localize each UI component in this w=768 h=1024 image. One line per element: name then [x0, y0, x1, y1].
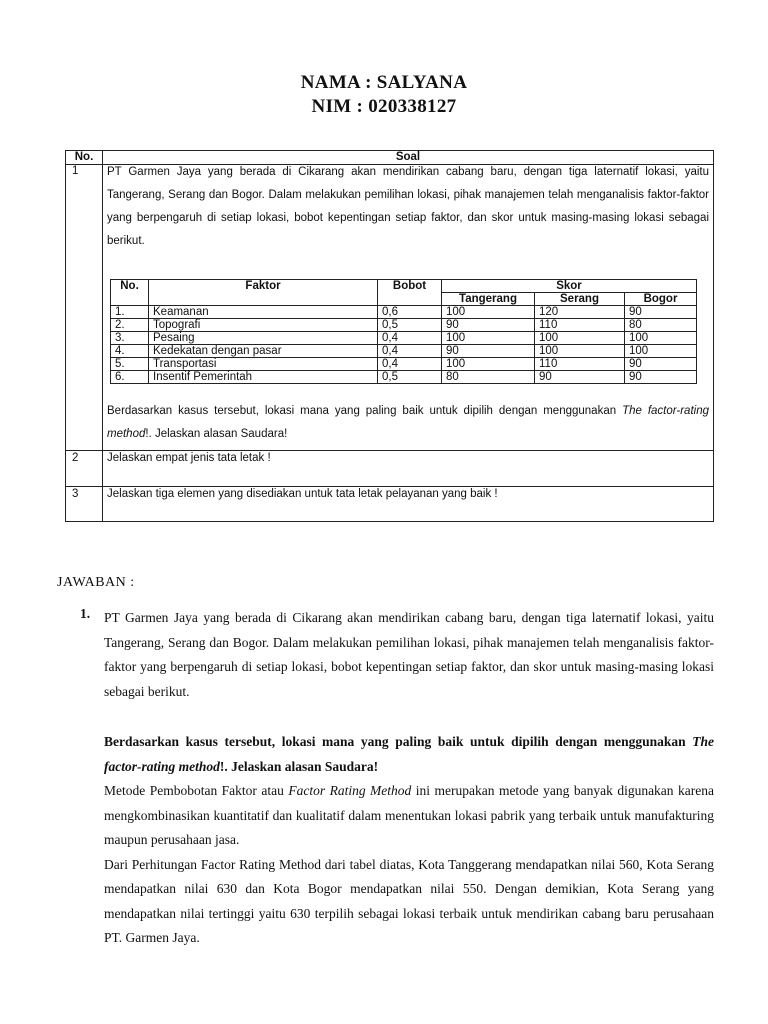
row-no: 2. [111, 319, 149, 332]
student-nim: NIM : 020338127 [311, 96, 457, 117]
question-1-intro: PT Garmen Jaya yang berada di Cikarang akan mendirikan cabang baru, dengan tiga laternatif lokasi, yaitu Tangerang, Serang dan Bogor. Dalam melakukan pemilihan lokasi, pihak manajemen telah menganalisis faktor-faktor yang berpengaruh di setiap lokasi, bobot kepentingan setiap faktor, dan skor untuk masing-masing lokasi sebagai berikut. [107, 166, 709, 247]
row-bogor: 90 [625, 358, 697, 371]
answer-question [104, 730, 714, 779]
row-tangerang: 90 [442, 319, 535, 332]
answer-question-text: Berdasarkan kasus tersebut, lokasi mana yang paling baik untuk dipilih dengan menggunakan [104, 734, 693, 749]
answer-number: 1. [80, 606, 91, 621]
row-serang: 100 [535, 345, 625, 358]
answer-question-method: The factor-rating method [104, 734, 714, 774]
row-faktor: Topografi [149, 319, 378, 332]
factor-header-serang: Serang [535, 293, 625, 306]
row-serang: 110 [535, 358, 625, 371]
row-no: 4. [111, 345, 149, 358]
row-bogor: 100 [625, 332, 697, 345]
row-no: 5. [111, 358, 149, 371]
answer-para1-end: ini merupakan metode yang banyak digunakan karena mengkombinasikan kuantitatif dan kualitatif dalam menentukan lokasi pabrik yang terbaik untuk manufakturing maupun perusahaan jasa. [104, 783, 714, 847]
table-row [111, 371, 697, 384]
row-tangerang: 100 [442, 332, 535, 345]
row-serang: 120 [535, 306, 625, 319]
row-bobot: 0,4 [378, 345, 442, 358]
row-bogor: 100 [625, 345, 697, 358]
row-faktor: Transportasi [149, 358, 378, 371]
answer-heading: JAWABAN : [57, 575, 135, 590]
question-1-ask [107, 400, 709, 446]
question-1-cell [103, 165, 714, 451]
row-faktor: Kedekatan dengan pasar [149, 345, 378, 358]
question-number-1: 1 [66, 165, 103, 451]
answer-1 [80, 606, 714, 951]
row-serang: 90 [535, 371, 625, 384]
answer-restated-case: PT Garmen Jaya yang berada di Cikarang akan mendirikan cabang baru, dengan tiga laternatif lokasi, yaitu Tangerang, Serang dan Bogor. Dalam melakukan pemilihan lokasi, pihak manajemen telah menganalisis faktor-faktor yang berpengaruh di setiap lokasi, bobot kepentingan setiap faktor, dan skor untuk masing-masing lokasi sebagai berikut. [104, 610, 714, 699]
table-row [111, 319, 697, 332]
column-header-no: No. [66, 151, 103, 165]
table-row [111, 345, 697, 358]
question-number-2: 2 [66, 451, 103, 487]
question-2-text: Jelaskan empat jenis tata letak ! [103, 451, 714, 487]
row-no: 1. [111, 306, 149, 319]
table-row [111, 306, 697, 319]
row-tangerang: 90 [442, 345, 535, 358]
row-faktor: Pesaing [149, 332, 378, 345]
answer-para1-start: Metode Pembobotan Faktor atau [104, 783, 289, 798]
row-tangerang: 100 [442, 306, 535, 319]
question-3-text: Jelaskan tiga elemen yang disediakan untuk tata letak pelayanan yang baik ! [103, 487, 714, 522]
row-bobot: 0,5 [378, 319, 442, 332]
question-1-ask-end: !. Jelaskan alasan Saudara! [145, 428, 288, 440]
factor-header-faktor: Faktor [149, 280, 378, 306]
factor-header-no: No. [111, 280, 149, 306]
question-1-ask-text: Berdasarkan kasus tersebut, lokasi mana yang paling baik untuk dipilih dengan menggunakan [107, 405, 623, 417]
row-bobot: 0,4 [378, 358, 442, 371]
row-serang: 110 [535, 319, 625, 332]
question-number-3: 3 [66, 487, 103, 522]
row-tangerang: 80 [442, 371, 535, 384]
answer-para1-method: Factor Rating Method [288, 783, 412, 798]
row-bogor: 90 [625, 306, 697, 319]
row-bobot: 0,5 [378, 371, 442, 384]
row-faktor: Keamanan [149, 306, 378, 319]
row-serang: 100 [535, 332, 625, 345]
factor-table [110, 279, 697, 384]
factor-header-skor: Skor [442, 280, 697, 293]
table-row [111, 358, 697, 371]
factor-header-tangerang: Tangerang [442, 293, 535, 306]
row-bobot: 0,4 [378, 332, 442, 345]
column-header-soal: Soal [103, 151, 714, 165]
row-tangerang: 100 [442, 358, 535, 371]
answer-paragraph-2: Dari Perhitungan Factor Rating Method dari tabel diatas, Kota Tanggerang mendapatkan nilai 560, Kota Serang mendapatkan nilai 630 dan Kota Bogor mendapatkan nilai 550. Dengan demikian, Kota Serang yang mendapatkan nilai tertinggi yaitu 630 terpilih sebagai lokasi terbaik untuk mendirikan cabang baru perusahaan PT. Garmen Jaya. [104, 856, 714, 945]
student-name: NAMA : SALYANA [300, 72, 468, 93]
row-bobot: 0,6 [378, 306, 442, 319]
question-table [65, 150, 714, 522]
answer-question-end: !. Jelaskan alasan Saudara! [219, 758, 379, 774]
answer-paragraph-1 [104, 779, 714, 853]
row-bogor: 80 [625, 319, 697, 332]
factor-header-bogor: Bogor [625, 293, 697, 306]
row-bogor: 90 [625, 371, 697, 384]
row-no: 6. [111, 371, 149, 384]
question-1-ask-method: The factor-rating method [107, 405, 709, 440]
row-no: 3. [111, 332, 149, 345]
table-row [111, 332, 697, 345]
factor-header-bobot: Bobot [378, 280, 442, 306]
row-faktor: Insentif Pemerintah [149, 371, 378, 384]
